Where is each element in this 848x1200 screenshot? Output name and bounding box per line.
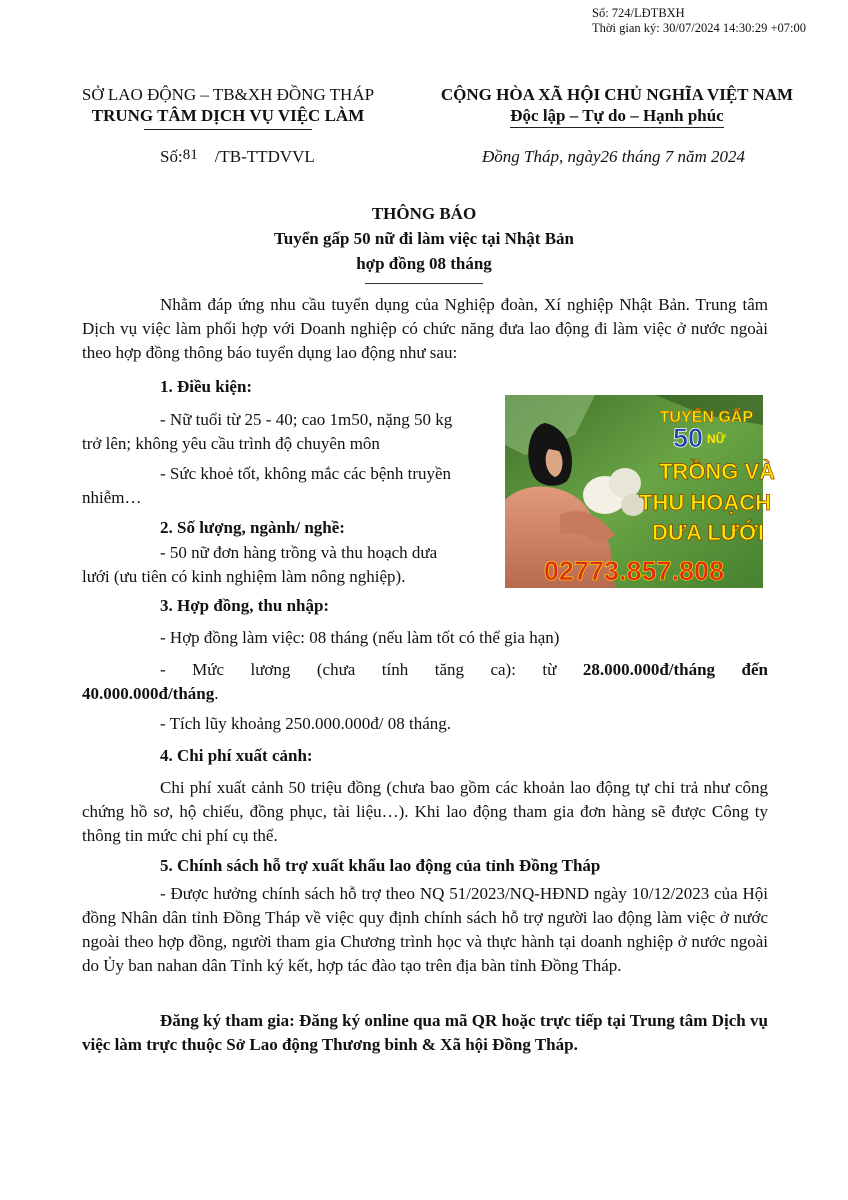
doc-no-value: 81 <box>182 147 198 163</box>
section-2-item <box>82 541 502 589</box>
national-motto: Độc lập – Tự do – Hạnh phúc <box>510 105 723 128</box>
poster-number: 50 <box>672 423 703 453</box>
org-underline <box>144 129 312 130</box>
section-5-text: - Được hưởng chính sách hỗ trợ theo NQ 51/2023/NQ-HĐND ngày 10/12/2023 của Hội đồng Nhân dân tỉnh Đồng Tháp về việc quy định chính sách hỗ trợ người lao động làm việc ở nước ngoài theo hợp đồng, người tham gia Chương trình học và thực hành tại doanh nghiệp ở nước ngoài do Ủy ban nahan dân Tỉnh ký kết, hợp tác đào tạo trên địa bàn tỉnh Đồng Tháp. <box>82 884 768 975</box>
stamp-number: Số: 724/LĐTBXH <box>592 6 685 20</box>
melon-2 <box>609 468 641 498</box>
section-1-item-2-line-2: nhiễm… <box>82 488 142 507</box>
issuer-block <box>60 84 396 130</box>
title-main: THÔNG BÁO <box>371 204 477 223</box>
section-5-heading: 5. Chính sách hỗ trợ xuất khẩu lao động của tỉnh Đồng Tháp <box>160 856 601 875</box>
poster-phone: 02773.857.808 <box>543 556 725 586</box>
org-parent: SỞ LAO ĐỘNG – TB&XH ĐỒNG THÁP <box>81 85 375 104</box>
salary-to-word: đến <box>741 660 768 679</box>
document-title <box>0 201 848 284</box>
poster-line-3: THU HOẠCH <box>639 490 771 515</box>
digital-signature-stamp <box>592 6 806 36</box>
section-3-heading: 3. Hợp đồng, thu nhập: <box>160 596 330 615</box>
section-1-item-1 <box>82 408 492 456</box>
svg-text:THU HOẠCH <box>639 490 771 515</box>
title-line-2: hợp đồng 08 tháng <box>356 254 492 273</box>
savings-line: - Tích lũy khoảng 250.000.000đ/ 08 tháng. <box>160 714 452 733</box>
nation-name: CỘNG HÒA XÃ HỘI CHỦ NGHĨA VIỆT NAM <box>440 85 794 104</box>
title-underline <box>365 283 483 284</box>
section-2-item-line-2: lưới (ưu tiên có kinh nghiệm làm nông nghiệp). <box>82 567 406 586</box>
section-2-heading: 2. Số lượng, ngành/ nghề: <box>160 518 345 537</box>
registration-note: Đăng ký tham gia: Đăng ký online qua mã QR hoặc trực tiếp tại Trung tâm Dịch vụ việc làm trực thuộc Sở Lao động Thương binh & Xã hội Đồng Tháp. <box>82 1011 768 1054</box>
salary-line-2: 40.000.000đ/tháng. <box>82 684 219 703</box>
org-name: TRUNG TÂM DỊCH VỤ VIỆC LÀM <box>91 106 365 125</box>
poster-line-4: DƯA LƯỚI <box>652 520 764 545</box>
section-1-item-2-line-1: - Sức khoẻ tốt, không mắc các bệnh truyền <box>160 464 452 483</box>
salary-to: 40.000.000đ/tháng <box>82 684 215 703</box>
title-line-1: Tuyển gấp 50 nữ đi làm việc tại Nhật Bản <box>273 229 575 248</box>
section-1-item-2 <box>82 462 492 510</box>
svg-text:NỮ <box>707 431 726 446</box>
salary-line <box>82 658 768 706</box>
poster-line-2: TRỒNG VÀ <box>658 459 776 484</box>
recruitment-poster-image <box>505 395 776 588</box>
section-1-heading: 1. Điều kiện: <box>160 377 253 396</box>
svg-text:50 <box>673 423 703 453</box>
svg-text:DƯA LƯỚI <box>652 520 764 545</box>
poster-unit: NỮ <box>707 432 726 446</box>
salary-prefix: - Mức lương (chưa tính tăng ca): từ <box>160 660 557 679</box>
section-2-item-line-1: - 50 nữ đơn hàng trồng và thu hoạch dưa <box>160 543 438 562</box>
section-1-item-1-line-2: trở lên; không yêu cầu trình độ chuyên môn <box>82 434 380 453</box>
intro-paragraph: Nhằm đáp ứng nhu cầu tuyển dụng của Nghiệp đoàn, Xí nghiệp Nhật Bản. Trung tâm Dịch vụ việc làm phối hợp với Doanh nghiệp có chức năng đưa lao động đi làm việc ở nước ngoài theo hợp đồng thông báo tuyển dụng lao động như sau: <box>82 295 768 362</box>
date-line: Đồng Tháp, ngày26 tháng 7 năm 2024 <box>482 147 746 166</box>
national-header <box>432 84 802 128</box>
section-4-heading: 4. Chi phí xuất cảnh: <box>160 746 313 765</box>
salary-from: 28.000.000đ/tháng <box>582 660 716 679</box>
document-number <box>160 147 315 167</box>
stamp-signed-time: Thời gian ký: 30/07/2024 14:30:29 +07:00 <box>592 21 807 35</box>
section-1-item-1-line-1: - Nữ tuổi từ 25 - 40; cao 1m50, nặng 50 kg <box>160 410 453 429</box>
salary-line-1 <box>82 658 768 682</box>
svg-text:02773.857.808 <box>544 556 724 586</box>
poster-illustration <box>505 395 776 588</box>
doc-no-label: Số: <box>160 147 183 166</box>
svg-text:TRỒNG VÀ <box>659 459 775 484</box>
section-4-text: Chi phí xuất cảnh 50 triệu đồng (chưa bao gồm các khoản lao động tự chi trả như công chứng hồ sơ, hộ chiếu, đồng phục, tài liệu…). Khi lao động tham gia đơn hàng sẽ được Công ty thông tin mức chi phí cụ thể. <box>82 778 768 845</box>
poster-line-1: TUYỂN GẤP <box>659 409 753 426</box>
contract-term: - Hợp đồng làm việc: 08 tháng (nếu làm tốt có thể gia hạn) <box>160 628 560 647</box>
doc-no-suffix: /TB-TTDVVL <box>214 147 315 166</box>
